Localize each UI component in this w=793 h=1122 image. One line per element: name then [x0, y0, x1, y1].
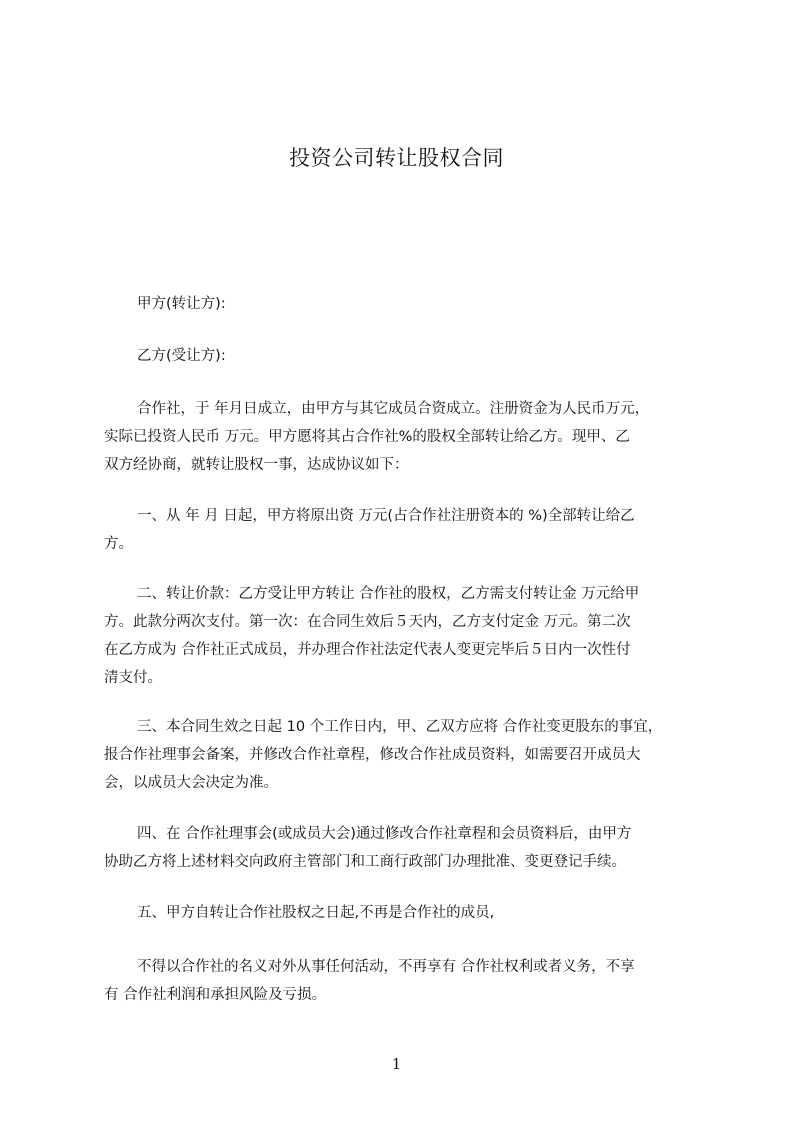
- paragraph-line: 会，以成员大会决定为准。: [104, 775, 278, 791]
- paragraph-line: 双方经协商，就转让股权一事，达成协议如下：: [104, 457, 409, 473]
- paragraph-line: 在乙方成为 合作社正式成员，并办理合作社法定代表人变更完毕后５日内一次性付: [104, 642, 631, 658]
- paragraph-line: 合作社，于 年月日成立，由甲方与其它成员合资成立。注册资金为人民币万元，: [137, 401, 650, 417]
- paragraph-clause-5-cont: [104, 953, 704, 1009]
- party-b-line: [104, 342, 704, 370]
- paragraph-line: 报合作社理事会备案，并修改合作社章程，修改合作社成员资料，如需要召开成员大: [104, 747, 641, 763]
- paragraph-line: 有 合作社利润和承担风险及亏损。: [104, 987, 327, 1003]
- paragraph-line: 不得以合作社的名义对外从事任何活动，不再享有 合作社权利或者义务，不享: [137, 959, 635, 975]
- paragraph-line: 三、本合同生效之日起 10 个工作日内，甲、乙双方应将 合作社变更股东的事宜，: [137, 719, 663, 735]
- paragraph-line: 方。: [104, 536, 133, 552]
- paragraph-line: 五、甲方自转让合作社股权之日起,不再是合作社的成员,: [137, 905, 495, 921]
- paragraph-line: 一、从 年 月 日起，甲方将原出资 万元(占合作社注册资本的 %)全部转让给乙: [137, 508, 635, 524]
- page-number: 1: [391, 1055, 402, 1073]
- paragraph-line: 协助乙方将上述材料交向政府主管部门和工商行政部门办理批准、变更登记手续。: [104, 854, 626, 870]
- party-a-line: [104, 290, 704, 318]
- paragraph-line: 四、在 合作社理事会(或成员大会)通过修改合作社章程和会员资料后，由甲方: [137, 826, 632, 842]
- paragraph-line: 二、转让价款：乙方受让甲方转让 合作社的股权，乙方需支付转让金 万元给甲: [137, 586, 640, 602]
- paragraph-line: 方。此款分两次支付。第一次：在合同生效后５天内，乙方支付定金 万元。第二次: [104, 614, 631, 630]
- paragraph-line: 清支付。: [104, 670, 162, 686]
- paragraph-intro: [104, 395, 704, 479]
- paragraph-clause-4: [104, 820, 704, 876]
- paragraph-clause-5: [104, 899, 704, 927]
- document-title: 投资公司转让股权合同: [289, 146, 504, 170]
- paragraph-clause-1: [104, 502, 704, 558]
- party-a-text: 甲方(转让方):: [137, 296, 226, 312]
- paragraph-clause-2: [104, 580, 704, 692]
- paragraph-line: 实际已投资人民币 万元。甲方愿将其占合作社%的股权全部转让给乙方。现甲、乙: [104, 429, 630, 445]
- paragraph-clause-3: [104, 713, 704, 797]
- party-b-text: 乙方(受让方):: [137, 348, 226, 364]
